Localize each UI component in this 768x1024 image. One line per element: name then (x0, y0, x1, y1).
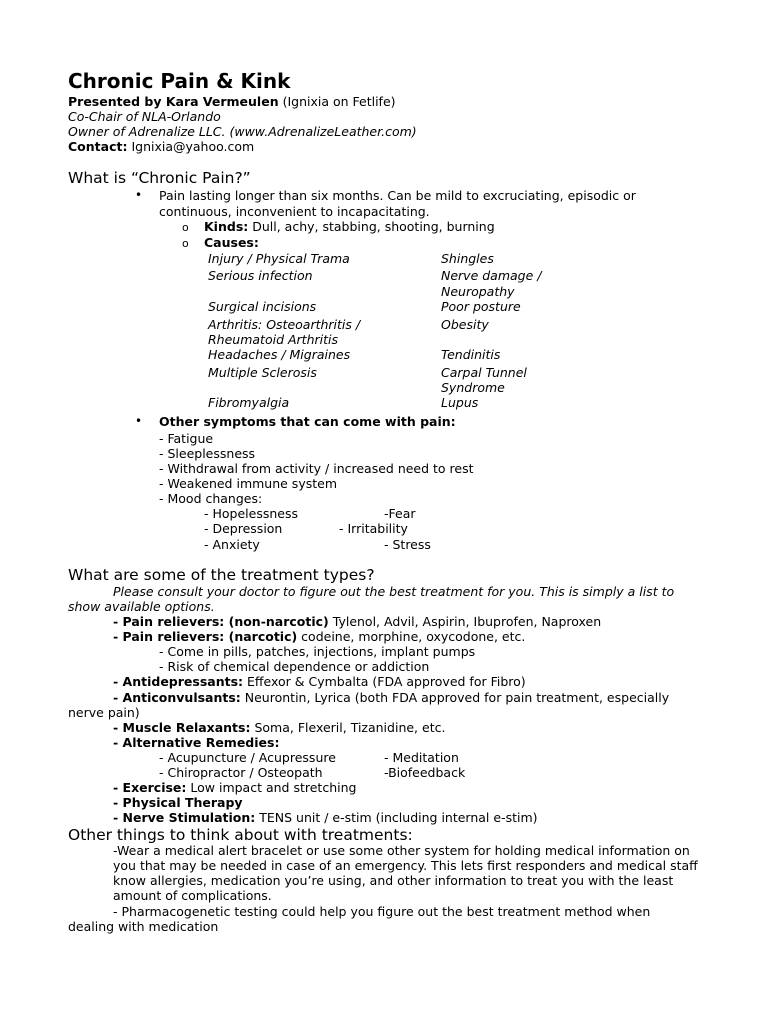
cochair-line: Co-Chair of NLA-Orlando (68, 109, 221, 124)
alt-remedy-item: -Biofeedback (384, 765, 466, 780)
cause-left: Headaches / Migraines (208, 347, 351, 362)
treatment-anticonvulsants (113, 690, 669, 705)
mood-item: -Fear (384, 506, 416, 521)
treatment-nerve-stimulation (113, 810, 538, 825)
treatment-value: TENS unit / e-stim (including internal e-stim) (255, 810, 538, 825)
cause-right: Shingles (441, 251, 494, 266)
paragraph-line: amount of complications. (113, 888, 272, 903)
contact-value: Ignixia@yahoo.com (127, 139, 255, 154)
document-title: Chronic Pain & Kink (68, 69, 291, 93)
presenter-label: Presented by Kara Vermeulen (68, 94, 279, 109)
definition-line-1: Pain lasting longer than six months. Can be mild to excruciating, episodic or (159, 188, 636, 203)
mood-item: - Stress (384, 537, 431, 552)
paragraph-line: -Wear a medical alert bracelet or use some other system for holding medical information on (113, 843, 690, 858)
bullet-icon: • (135, 188, 143, 202)
treatment-label: - Muscle Relaxants: (113, 720, 251, 735)
treatment-value: Neurontin, Lyrica (both FDA approved for pain treatment, especially (240, 690, 670, 705)
cause-right-cont: Syndrome (441, 380, 505, 395)
cause-left: Injury / Physical Trama (208, 251, 350, 266)
definition-line-2: continuous, inconvenient to incapacitating. (159, 204, 430, 219)
treatment-alternative-label: - Alternative Remedies: (113, 735, 280, 750)
cause-left: Fibromyalgia (208, 395, 290, 410)
anticonvulsants-line-2: nerve pain) (68, 705, 140, 720)
mood-item: - Hopelessness (204, 506, 298, 521)
symptom-item: - Mood changes: (159, 491, 263, 506)
paragraph-line: - Pharmacogenetic testing could help you figure out the best treatment method when (113, 904, 651, 919)
mood-item: - Depression (204, 521, 283, 536)
cause-right: Nerve damage / (441, 268, 542, 283)
treatment-value: Low impact and stretching (186, 780, 357, 795)
sub-bullet-icon: o (182, 237, 189, 250)
treatment-muscle-relaxants (113, 720, 445, 735)
mood-item: - Anxiety (204, 537, 260, 552)
contact-line (68, 139, 254, 154)
presenter-line (68, 94, 396, 109)
cause-left: Arthritis: Osteoarthritis / (208, 317, 361, 332)
symptom-item: - Fatigue (159, 431, 214, 446)
paragraph-line: dealing with medication (68, 919, 219, 934)
paragraph-line: you that may be needed in case of an emergency. This lets first responders and medical staff (113, 858, 698, 873)
treatment-nonnarcotic (113, 614, 601, 629)
cause-right: Lupus (441, 395, 479, 410)
treatment-physical-therapy: - Physical Therapy (113, 795, 243, 810)
treatment-label: - Nerve Stimulation: (113, 810, 256, 825)
kinds-line (204, 219, 495, 234)
cause-left-cont: Rheumatoid Arthritis (208, 332, 338, 347)
consult-line-1: Please consult your doctor to figure out the best treatment for you. This is simply a list to (113, 584, 675, 599)
section-heading-chronic-pain: What is “Chronic Pain?” (68, 169, 251, 187)
bullet-icon: • (135, 414, 143, 428)
kinds-label: Kinds: (204, 219, 249, 234)
treatment-label: - Anticonvulsants: (113, 690, 241, 705)
cause-right: Tendinitis (441, 347, 501, 362)
treatment-narcotic (113, 629, 525, 644)
alt-remedy-item: - Meditation (384, 750, 459, 765)
section-heading-other-things: Other things to think about with treatments: (68, 826, 413, 844)
cause-left: Surgical incisions (208, 299, 317, 314)
presenter-handle: (Ignixia on Fetlife) (278, 94, 396, 109)
kinds-value: Dull, achy, stabbing, shooting, burning (248, 219, 495, 234)
treatment-value: Effexor & Cymbalta (FDA approved for Fibro) (243, 674, 526, 689)
sub-bullet-icon: o (182, 221, 189, 234)
other-symptoms-label: Other symptoms that can come with pain: (159, 414, 456, 429)
causes-label: Causes: (204, 235, 259, 250)
treatment-label: - Pain relievers: (non-narcotic) (113, 614, 329, 629)
symptom-item: - Withdrawal from activity / increased need to rest (159, 461, 474, 476)
treatment-exercise (113, 780, 356, 795)
cause-right: Poor posture (441, 299, 521, 314)
cause-right-cont: Neuropathy (441, 284, 515, 299)
treatment-value: Tylenol, Advil, Aspirin, Ibuprofen, Naproxen (328, 614, 602, 629)
treatment-antidepressants (113, 674, 526, 689)
alt-remedy-item: - Acupuncture / Acupressure (159, 750, 336, 765)
treatment-value: codeine, morphine, oxycodone, etc. (297, 629, 526, 644)
paragraph-line: know allergies, medication you’re using, and other information to treat you with the least (113, 873, 674, 888)
symptom-item: - Weakened immune system (159, 476, 337, 491)
treatment-value: Soma, Flexeril, Tizanidine, etc. (250, 720, 446, 735)
section-heading-treatment-types: What are some of the treatment types? (68, 566, 375, 584)
cause-right: Obesity (441, 317, 489, 332)
treatment-label: - Antidepressants: (113, 674, 244, 689)
treatment-label: - Exercise: (113, 780, 187, 795)
mood-item: - Irritability (339, 521, 408, 536)
cause-left: Multiple Sclerosis (208, 365, 317, 380)
cause-left: Serious infection (208, 268, 313, 283)
treatment-label: - Pain relievers: (narcotic) (113, 629, 298, 644)
contact-label: Contact: (68, 139, 128, 154)
consult-line-2: show available options. (68, 599, 215, 614)
narcotic-sub-item: - Come in pills, patches, injections, implant pumps (159, 644, 476, 659)
cause-right: Carpal Tunnel (441, 365, 527, 380)
owner-line: Owner of Adrenalize LLC. (www.AdrenalizeLeather.com) (68, 124, 417, 139)
symptom-item: - Sleeplessness (159, 446, 256, 461)
alt-remedy-item: - Chiropractor / Osteopath (159, 765, 323, 780)
narcotic-sub-item: - Risk of chemical dependence or addiction (159, 659, 430, 674)
